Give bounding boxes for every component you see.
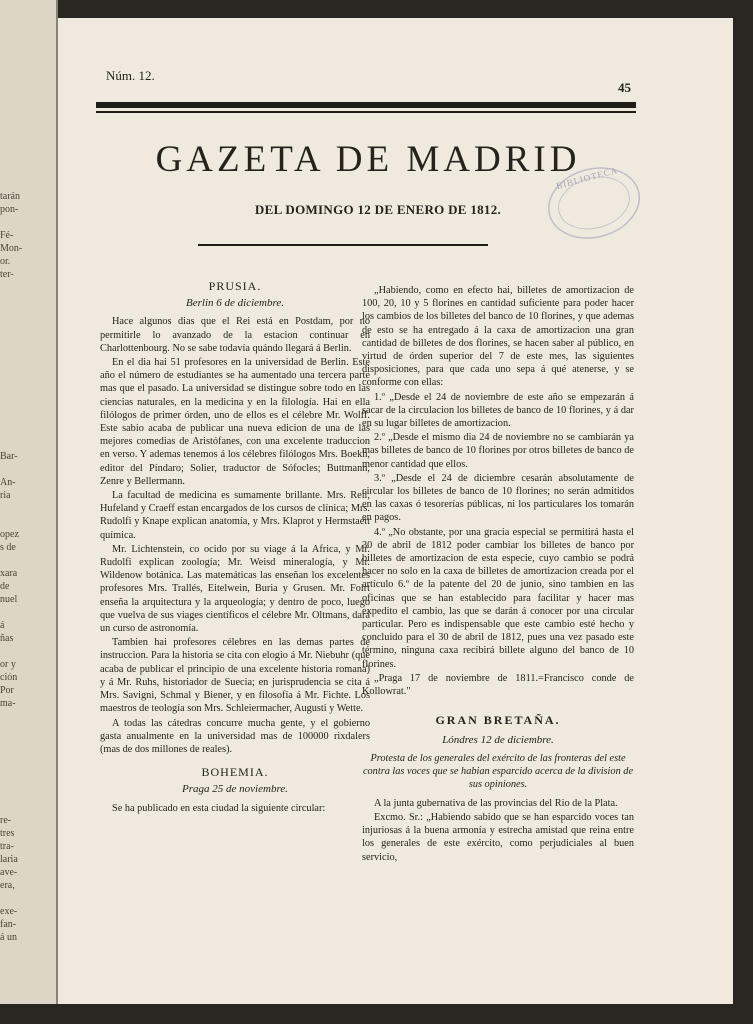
right-after-paragraphs <box>362 797 634 864</box>
adjacent-page-fragment <box>0 281 56 294</box>
adjacent-page-fragment <box>0 515 56 528</box>
adjacent-page-fragment <box>0 320 56 333</box>
adjacent-page-fragment: era, <box>0 880 15 891</box>
adjacent-page-fragment <box>0 411 56 424</box>
adjacent-page-fragment <box>0 775 56 788</box>
adjacent-page-fragment: laria <box>0 854 18 865</box>
article-paragraph: Excmo. Sr.: „Habiendo sabido que se han esparcido voces tan injuriosas á la buena armonía y estrecha amistad que reina entre los generales de este exército, como perjudiciales al buen servicio, <box>362 811 634 863</box>
page-number: 45 <box>618 80 631 95</box>
adjacent-page-fragment <box>0 216 56 229</box>
adjacent-page-fragment <box>0 736 56 749</box>
article-paragraph: „Praga 17 de noviembre de 1811.=Francisco conde de Kollowrat." <box>362 672 634 698</box>
adjacent-page-fragment: á un <box>0 932 17 943</box>
section-dateline-berlin: Berlin 6 de diciembre. <box>186 297 284 310</box>
adjacent-page-fragment: Fé- <box>0 230 14 241</box>
section-heading-prusia: PRUSIA. <box>208 279 262 293</box>
adjacent-page-edge <box>0 0 58 1004</box>
adjacent-page-fragment <box>0 892 56 905</box>
masthead-title: GAZETA DE MADRID <box>155 139 581 180</box>
adjacent-page-fragment <box>0 554 56 567</box>
adjacent-page-fragment: á <box>0 620 5 631</box>
issue-dateline: DEL DOMINGO 12 DE ENERO DE 1812. <box>254 202 502 217</box>
article-paragraph: Tambien hai profesores célebres en las demas partes de instruccion. Para la historia se cita con elogio á Mr. Niebuhr (que acaba de publicar el principio de una excelente historia romana) y á Mr. Ruhs, historiador de Suecia; en jurisprudencia se cita á Mrs. Savigni, Schmal y Biener, y en filosofía á Mr. Fichte. Los maestros de teología son Mrs. Schleiermacher, Augusti y Wette. <box>100 637 370 715</box>
adjacent-page-fragment <box>0 307 56 320</box>
article-paragraph: A la junta gubernativa de las provincias del Rio de la Plata. <box>374 797 618 809</box>
adjacent-page-fragment <box>0 645 56 658</box>
protest-title: Protesta de los generales del exército de las fronteras del este contra las voces que se habian esparcido acerca de la division de sus opiniones. <box>362 752 634 790</box>
article-paragraph: Se ha publicado en esta ciudad la siguiente circular: <box>112 802 326 814</box>
adjacent-page-fragment: opez <box>0 529 19 540</box>
section-heading-gran-bretana: GRAN BRETAÑA. <box>435 713 561 728</box>
adjacent-page-fragment: or y <box>0 659 16 670</box>
article-paragraph: La facultad de medicina es sumamente brillante. Mrs. Reil, Hufeland y Craeff estan encargados de los cursos de clínica; Mrs. Rudolfi y Knape explican anatomía, y Mrs. Klaprot y Hermstaett química. <box>100 490 370 541</box>
adjacent-page-fragment: ria <box>0 490 11 501</box>
adjacent-page-fragment: s de <box>0 542 16 553</box>
adjacent-page-fragment <box>0 762 56 775</box>
adjacent-page-fragment: tra- <box>0 841 14 852</box>
adjacent-page-fragment <box>0 437 56 450</box>
right-paragraphs <box>362 284 634 698</box>
dateline-rule <box>198 244 488 246</box>
adjacent-page-fragment: ñas <box>0 633 14 644</box>
article-paragraph: 2.º „Desde el mismo dia 24 de noviembre no se cambiarán ya mas billetes de banco de 10 florines por otros billetes de banco de menor cantidad que ellos. <box>362 432 634 470</box>
article-paragraph: Hace algunos dias que el Rei está en Postdam, por no permitirle lo avanzado de la estacion continuar en Charlottenbourg. No se sabe todavía quándo llegará á Berlin. <box>100 316 370 354</box>
adjacent-page-fragment: de <box>0 581 10 592</box>
adjacent-page-fragment <box>0 359 56 372</box>
adjacent-page-fragment <box>0 749 56 762</box>
adjacent-page-fragment: Mon- <box>0 243 23 254</box>
left-paragraphs <box>100 315 370 756</box>
adjacent-page-fragment: exe- <box>0 906 18 917</box>
adjacent-page-text <box>0 190 56 944</box>
adjacent-page-fragment <box>0 424 56 437</box>
adjacent-page-fragment: ter- <box>0 269 14 280</box>
right-column <box>362 284 634 865</box>
adjacent-page-fragment <box>0 502 56 515</box>
adjacent-page-fragment: ción <box>0 672 18 683</box>
section-dateline-praga: Praga 25 de noviembre. <box>182 783 288 796</box>
adjacent-page-fragment: xara <box>0 568 18 579</box>
adjacent-page-fragment: tarán <box>0 191 20 202</box>
article-paragraph: 4.º „No obstante, por una gracia especial se permitirá hasta el 30 de abril de 1812 poder cambiar los billetes de banco por billetes de amortizacion de esta especie, cuyo cambio se podrá hacer no solo en la caxa de billetes de amortizacion creada por el artículo 6.º de la patente del 20 de junio, sino tambien en las oficinas que se han establecido para facilitar y hacer mas expedito el cambio, las que se darán á conocer por una circular particular. Pero es indispensable que este cambio esté hecho y concluido para el 30 de abril de 1812, pues una vez pasado este término, ninguna caxa recibirá billete alguno del banco de 10 florines. <box>362 526 634 670</box>
adjacent-page-fragment <box>0 710 56 723</box>
adjacent-page-fragment <box>0 333 56 346</box>
adjacent-page-fragment: ave- <box>0 867 18 878</box>
issue-number: Núm. 12. <box>106 68 155 83</box>
article-paragraph: „Habiendo, como en efecto hai, billetes de amortizacion de 100, 20, 10 y 5 florines en cantidad suficiente para poder hacer los cambios de los billetes del banco de 10 florines, y que ademas de esto se ha entregado á la caxa de amortizacion una gran cantidad de billetes de dos florines, se hacen saber al público, en virtud de órden superior del 7 de este mes, las siguientes disposiciones, para que cada uno sepa á qué atenerse, y se conforme con ellas: <box>362 285 634 389</box>
newspaper-page <box>58 18 733 1004</box>
left-column <box>100 274 370 816</box>
adjacent-page-fragment: An- <box>0 477 16 488</box>
adjacent-page-fragment <box>0 294 56 307</box>
adjacent-page-fragment <box>0 398 56 411</box>
adjacent-page-fragment <box>0 372 56 385</box>
adjacent-page-fragment: Bar- <box>0 451 18 462</box>
top-rule-thin <box>96 111 636 113</box>
section-heading-bohemia: BOHEMIA. <box>201 765 269 780</box>
adjacent-page-fragment: or. <box>0 256 11 267</box>
section-dateline-londres: Lóndres 12 de diciembre. <box>442 733 554 746</box>
adjacent-page-fragment: re- <box>0 815 12 826</box>
adjacent-page-fragment: pon- <box>0 204 19 215</box>
article-paragraph: A todas las cátedras concurre mucha gente, y el gobierno gasta anualmente en la universidad mas de 100000 rixdalers (mas de dos millones de reales). <box>100 717 370 755</box>
article-paragraph: En el dia hai 51 profesores en la universidad de Berlin. Este año el número de estudiantes se ha aumentado una tercera parte mas que el pasado. La universidad se distingue sobre todo en las ciencias naturales, en la medicina y en la filología. Hai en ella filólogos de primer órden, uno de ellos es el célebre Mr. Wolff. Este sabio acaba de publicar una nueva edicion de una de las mejores comedias de Aristófanes, con una excelente traduccion en verso. Y ademas tenemos á los célebres filólogos Mrs. Boekh, editor del Píndaro; Solier, traductor de Sófocles; Buttmann, Zenre y Bellermann. <box>100 357 370 487</box>
adjacent-page-fragment <box>0 801 56 814</box>
adjacent-page-fragment: tres <box>0 828 15 839</box>
adjacent-page-fragment <box>0 788 56 801</box>
article-paragraph: Mr. Lichtenstein, co ocido por su viage á la Africa, y Mr. Rudolfi explican zoología; Mr. Weisd mineralogía, y Mr. Wildenow botánica. Las matemáticas las enseñan los excelentes profesores Mrs. Trallés, Eitelwein, Buria y Grusen. Mr. Foirt enseña la arquitectura y la arqueología; y dentro de poco, luego que vuelva de sus viages científicos el célebre Mr. Oltmans, dará un curso de astronomía. <box>100 543 370 635</box>
adjacent-page-fragment: Por <box>0 685 14 696</box>
adjacent-page-fragment <box>0 723 56 736</box>
article-paragraph: 3.º „Desde el 24 de diciembre cesarán absolutamente de circular los billetes de banco de 10 florines; no serán admitidos en las caxas ó tesorerías públicas, ni los particulares los tomarán en pagos. <box>362 472 634 524</box>
adjacent-page-fragment: fan- <box>0 919 17 930</box>
stamp-text: BIBLIOTECA <box>555 164 619 191</box>
adjacent-page-fragment: nuel <box>0 594 18 605</box>
adjacent-page-fragment: ma- <box>0 698 16 709</box>
adjacent-page-fragment <box>0 463 56 476</box>
adjacent-page-fragment <box>0 346 56 359</box>
adjacent-page-fragment <box>0 606 56 619</box>
article-paragraph: 1.º „Desde el 24 de noviembre de este año se empezarán á sacar de la circulacion los billetes de banco de 10 florines, y á dar en su lugar billetes de amortizacion. <box>362 391 634 430</box>
top-rule <box>96 102 636 108</box>
adjacent-page-fragment <box>0 385 56 398</box>
